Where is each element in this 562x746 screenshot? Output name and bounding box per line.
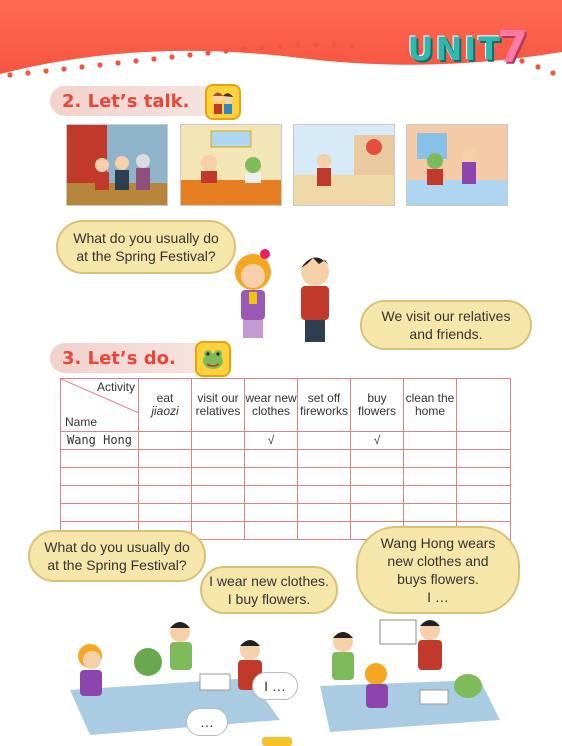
table-check-cell[interactable]	[404, 450, 457, 468]
table-check-cell[interactable]	[192, 522, 245, 540]
table-check-cell[interactable]	[457, 432, 511, 450]
table-name-cell[interactable]	[61, 486, 139, 504]
page-number-tab	[262, 737, 292, 746]
unit-title: UNIT	[407, 30, 502, 68]
table-check-cell[interactable]	[139, 486, 192, 504]
do-report-text: Wang Hong wears new clothes and buys flowers. I …	[380, 535, 496, 605]
small-bubble-text-2: …	[200, 714, 214, 730]
table-name-cell[interactable]	[61, 468, 139, 486]
table-check-cell[interactable]	[298, 432, 351, 450]
table-row	[61, 486, 511, 504]
table-check-cell[interactable]: √	[245, 432, 298, 450]
table-check-cell[interactable]	[351, 468, 404, 486]
table-check-cell[interactable]	[298, 450, 351, 468]
lets-do-label: 3. Let’s do.	[62, 347, 176, 369]
column-header: wear new clothes	[245, 379, 298, 432]
table-check-cell[interactable]	[404, 432, 457, 450]
table-header-row	[61, 379, 511, 432]
kids-talking-illustration	[215, 238, 335, 348]
table-check-cell[interactable]	[245, 468, 298, 486]
lets-do-tag	[50, 343, 212, 373]
column-header	[457, 379, 511, 432]
table-check-cell[interactable]	[457, 504, 511, 522]
table-row	[61, 432, 511, 450]
small-speech-bubble	[186, 708, 228, 736]
do-answer-text: I wear new clothes. I buy flowers.	[209, 573, 329, 607]
table-row	[61, 504, 511, 522]
two-kids-talking-icon	[205, 84, 241, 120]
table-name-cell[interactable]	[61, 450, 139, 468]
frog-activity-icon	[195, 341, 231, 377]
table-check-cell[interactable]	[139, 468, 192, 486]
table-check-cell[interactable]	[351, 504, 404, 522]
table-check-cell[interactable]	[245, 450, 298, 468]
table-check-cell[interactable]	[245, 486, 298, 504]
new-clothes-scene	[406, 124, 508, 206]
firecrackers-scene	[293, 124, 395, 206]
column-header: clean the home	[404, 379, 457, 432]
small-bubble-text-1: I …	[264, 678, 286, 694]
table-check-cell[interactable]	[245, 522, 298, 540]
unit-number: 7	[497, 22, 528, 73]
table-check-cell[interactable]	[404, 468, 457, 486]
lets-talk-label: 2. Let’s talk.	[62, 90, 190, 112]
table-corner-cell	[61, 379, 139, 432]
jiaozi-word: jiaozi	[151, 404, 179, 418]
table-check-cell[interactable]	[245, 504, 298, 522]
table-check-cell[interactable]	[192, 450, 245, 468]
table-check-cell[interactable]	[351, 450, 404, 468]
table-check-cell[interactable]	[298, 504, 351, 522]
table-check-cell[interactable]	[404, 486, 457, 504]
table-check-cell[interactable]	[192, 504, 245, 522]
corner-name-label: Name	[65, 415, 98, 429]
table-check-cell[interactable]	[298, 486, 351, 504]
table-check-cell[interactable]	[298, 468, 351, 486]
column-header: eat jiaozi	[139, 379, 192, 432]
table-body	[61, 432, 511, 540]
table-check-cell[interactable]	[192, 468, 245, 486]
table-check-cell[interactable]	[192, 432, 245, 450]
activity-table	[60, 378, 511, 540]
table-check-cell[interactable]	[351, 486, 404, 504]
table-check-cell[interactable]	[457, 450, 511, 468]
table-name-cell[interactable]: Wang Hong	[61, 432, 139, 450]
table-name-cell[interactable]	[61, 504, 139, 522]
talk-question-text: What do you usually do at the Spring Festival?	[73, 230, 219, 264]
table-check-cell[interactable]	[139, 504, 192, 522]
do-question-text: What do you usually do at the Spring Festival?	[44, 539, 190, 573]
table-check-cell[interactable]: √	[351, 432, 404, 450]
family-visit-scene	[66, 124, 168, 206]
classroom-illustration	[50, 590, 520, 740]
column-header: buy flowers	[351, 379, 404, 432]
table-check-cell[interactable]	[139, 432, 192, 450]
column-header: set off fireworks	[298, 379, 351, 432]
talk-answer-text: We visit our relatives and friends.	[381, 308, 511, 342]
table-row	[61, 450, 511, 468]
talk-question-bubble	[56, 220, 236, 274]
table-row	[61, 468, 511, 486]
table-check-cell[interactable]	[404, 504, 457, 522]
table-check-cell[interactable]	[457, 486, 511, 504]
corner-activity-label: Activity	[96, 380, 135, 394]
table-check-cell[interactable]	[298, 522, 351, 540]
column-header: visit our relatives	[192, 379, 245, 432]
lets-talk-tag	[50, 86, 222, 116]
table-check-cell[interactable]	[139, 450, 192, 468]
eating-at-table-scene	[180, 124, 282, 206]
talk-answer-bubble	[360, 300, 532, 350]
do-question-bubble	[28, 530, 206, 582]
small-speech-bubble	[252, 672, 298, 700]
table-check-cell[interactable]	[192, 486, 245, 504]
table-check-cell[interactable]	[457, 468, 511, 486]
